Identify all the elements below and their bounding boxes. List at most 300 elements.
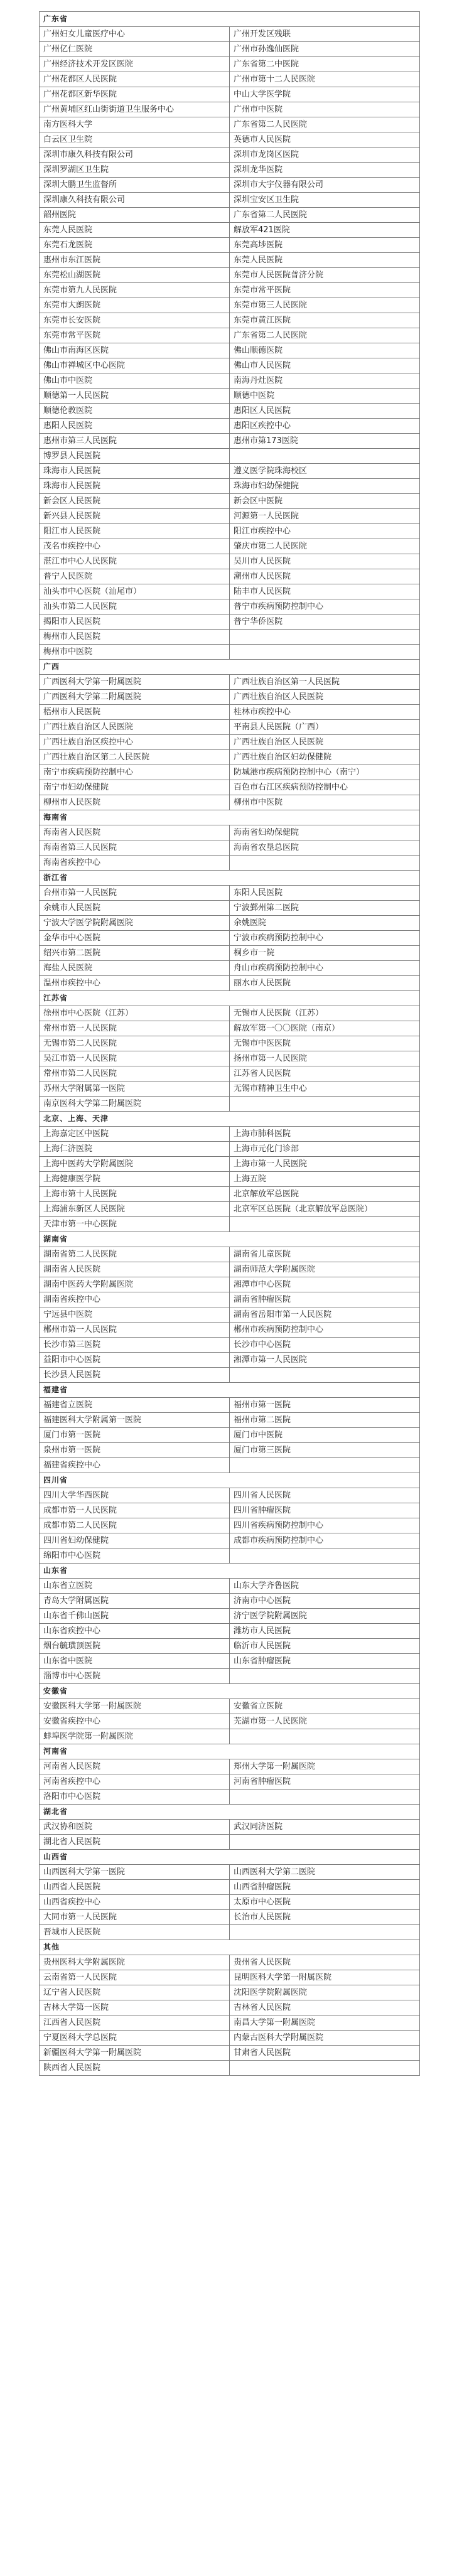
section-title: 北京、上海、天津: [40, 1112, 420, 1127]
institution-name-left: 益阳市中心医院: [40, 1353, 230, 1368]
section-title: 河南省: [40, 1744, 420, 1759]
institution-name-right: 上海市肺科医院: [230, 1127, 420, 1142]
institution-name-right: [230, 1217, 420, 1232]
institution-name-left: 海盐人民医院: [40, 961, 230, 976]
institution-name-left: 辽宁省人民医院: [40, 1985, 230, 2000]
institution-name-right: 解放军421医院: [230, 223, 420, 238]
institution-name-right: 惠州市第173医院: [230, 434, 420, 449]
institution-name-right: 山西医科大学第二医院: [230, 1865, 420, 1880]
institution-name-right: 东莞人民医院: [230, 253, 420, 268]
institution-name-right: 扬州市第一人民医院: [230, 1051, 420, 1066]
table-row: [40, 539, 420, 554]
institution-name-left: 珠海市人民医院: [40, 479, 230, 494]
table-row: [40, 1172, 420, 1187]
table-row: [40, 1699, 420, 1714]
table-row: [40, 735, 420, 750]
institution-table-body: [40, 12, 420, 2076]
table-row: [40, 1970, 420, 1985]
institution-name-left: 佛山市南海区医院: [40, 343, 230, 358]
table-row: [40, 825, 420, 840]
table-row: [40, 1729, 420, 1744]
institution-name-right: 福州市第一医院: [230, 1398, 420, 1413]
table-row: [40, 1759, 420, 1774]
section-header-row: [40, 991, 420, 1006]
table-row: [40, 494, 420, 509]
institution-name-right: 吴川市人民医院: [230, 554, 420, 569]
institution-name-left: 成都市第二人民医院: [40, 1518, 230, 1533]
table-row: [40, 72, 420, 87]
institution-name-left: 茂名市疾控中心: [40, 539, 230, 554]
institution-name-left: 广州亿仁医院: [40, 42, 230, 57]
institution-name-right: 潮州市人民医院: [230, 569, 420, 584]
institution-name-right: 上海市第一人民医院: [230, 1157, 420, 1172]
table-row: [40, 2046, 420, 2061]
section-title: 其他: [40, 1940, 420, 1955]
table-row: [40, 1006, 420, 1021]
section-header-row: [40, 1383, 420, 1398]
section-header-row: [40, 1940, 420, 1955]
institution-name-left: 洛阳市中心医院: [40, 1790, 230, 1805]
table-row: [40, 1533, 420, 1548]
table-row: [40, 1202, 420, 1217]
institution-name-right: 北京军区总医院（北京解放军总医院）: [230, 1202, 420, 1217]
institution-name-left: 珠海市人民医院: [40, 464, 230, 479]
section-header-row: [40, 660, 420, 675]
institution-name-right: 东莞市黄江医院: [230, 313, 420, 328]
section-header-row: [40, 1564, 420, 1579]
institution-name-right: 广州市中医院: [230, 102, 420, 117]
institution-name-left: 常州市第二人民医院: [40, 1066, 230, 1081]
table-row: [40, 1835, 420, 1850]
institution-name-right: 平南县人民医院（广西）: [230, 720, 420, 735]
institution-name-left: 广州花都区新华医院: [40, 87, 230, 102]
table-row: [40, 178, 420, 193]
section-header-row: [40, 1473, 420, 1488]
section-title: 浙江省: [40, 871, 420, 886]
institution-name-right: [230, 1729, 420, 1744]
institution-name-left: 上海市第十人民医院: [40, 1187, 230, 1202]
institution-name-right: 吉林省人民医院: [230, 2000, 420, 2015]
table-row: [40, 1307, 420, 1323]
institution-name-left: 安徽医科大学第一附属医院: [40, 1699, 230, 1714]
institution-name-left: 上海浦东新区人民医院: [40, 1202, 230, 1217]
institution-name-left: 东莞市长安医院: [40, 313, 230, 328]
institution-name-right: 厦门市第三医院: [230, 1443, 420, 1458]
table-row: [40, 268, 420, 283]
institution-name-right: 湖南省儿童医院: [230, 1247, 420, 1262]
institution-name-left: 佛山市中医院: [40, 373, 230, 389]
institution-name-right: 新会区中医院: [230, 494, 420, 509]
institution-name-right: 深圳宝安区卫生院: [230, 193, 420, 208]
institution-name-right: 珠海市妇幼保健院: [230, 479, 420, 494]
institution-name-right: 长治市人民医院: [230, 1910, 420, 1925]
institution-name-left: 揭阳市人民医院: [40, 614, 230, 630]
institution-name-right: 惠阳区疾控中心: [230, 419, 420, 434]
table-row: [40, 87, 420, 102]
institution-name-right: 湖南师范大学附属医院: [230, 1262, 420, 1277]
institution-name-right: 阳江市疾控中心: [230, 524, 420, 539]
institution-name-right: 陆丰市人民医院: [230, 584, 420, 599]
institution-name-right: 海南省农垦总医院: [230, 840, 420, 856]
table-row: [40, 1865, 420, 1880]
institution-name-left: 梅州市人民医院: [40, 630, 230, 645]
section-title: 安徽省: [40, 1684, 420, 1699]
institution-name-left: 新会区人民医院: [40, 494, 230, 509]
section-header-row: [40, 1684, 420, 1699]
institution-name-right: 东莞市常平医院: [230, 283, 420, 298]
table-row: [40, 1247, 420, 1262]
table-row: [40, 750, 420, 765]
table-row: [40, 1503, 420, 1518]
institution-name-left: 晋城市人民医院: [40, 1925, 230, 1940]
table-row: [40, 795, 420, 810]
institution-name-right: 芜湖市第一人民医院: [230, 1714, 420, 1729]
table-row: [40, 509, 420, 524]
institution-name-right: 普宁市疾病预防控制中心: [230, 599, 420, 614]
table-row: [40, 343, 420, 358]
institution-name-right: 甘肃省人民医院: [230, 2046, 420, 2061]
section-title: 四川省: [40, 1473, 420, 1488]
table-row: [40, 1925, 420, 1940]
institution-name-left: 四川大学华西医院: [40, 1488, 230, 1503]
institution-name-right: 安徽省立医院: [230, 1699, 420, 1714]
institution-name-left: 梧州市人民医院: [40, 705, 230, 720]
table-row: [40, 1714, 420, 1729]
institution-name-left: 泉州市第一医院: [40, 1443, 230, 1458]
institution-name-right: 解放军第一〇〇医院（南京）: [230, 1021, 420, 1036]
table-row: [40, 840, 420, 856]
table-row: [40, 223, 420, 238]
institution-name-right: [230, 449, 420, 464]
institution-name-left: 山东省立医院: [40, 1579, 230, 1594]
institution-name-right: 上海市元化门诊部: [230, 1142, 420, 1157]
institution-name-left: 余姚市人民医院: [40, 901, 230, 916]
institution-name-left: 广州黄埔区红山街街道卫生服务中心: [40, 102, 230, 117]
institution-name-right: 郴州市疾病预防控制中心: [230, 1323, 420, 1338]
institution-name-right: [230, 1925, 420, 1940]
table-row: [40, 720, 420, 735]
institution-name-right: 长沙市中心医院: [230, 1338, 420, 1353]
table-row: [40, 1669, 420, 1684]
institution-name-left: 博罗县人民医院: [40, 449, 230, 464]
table-row: [40, 1051, 420, 1066]
table-row: [40, 404, 420, 419]
institution-name-right: 广东省第二人民医院: [230, 117, 420, 132]
institution-name-left: 宁波大学医学院附属医院: [40, 916, 230, 931]
table-row: [40, 780, 420, 795]
table-row: [40, 163, 420, 178]
institution-name-left: 安徽省疾控中心: [40, 1714, 230, 1729]
section-title: 山东省: [40, 1564, 420, 1579]
institution-name-right: 普宁华侨医院: [230, 614, 420, 630]
table-row: [40, 1338, 420, 1353]
table-row: [40, 961, 420, 976]
section-header-row: [40, 1112, 420, 1127]
institution-name-left: 贵州医科大学附属医院: [40, 1955, 230, 1970]
table-row: [40, 599, 420, 614]
institution-name-left: 白云区卫生院: [40, 132, 230, 148]
institution-name-right: 英德市人民医院: [230, 132, 420, 148]
institution-name-left: 厦门市第一医院: [40, 1428, 230, 1443]
institution-name-left: 绍兴市第二医院: [40, 946, 230, 961]
table-row: [40, 856, 420, 871]
institution-name-left: 武汉协和医院: [40, 1820, 230, 1835]
institution-table: [39, 11, 420, 2076]
institution-name-left: 长沙县人民医院: [40, 1368, 230, 1383]
institution-name-right: [230, 1548, 420, 1564]
institution-name-right: 山西省肿瘤医院: [230, 1880, 420, 1895]
table-row: [40, 1262, 420, 1277]
institution-name-left: 广西壮族自治区人民医院: [40, 720, 230, 735]
institution-name-right: 潍坊市人民医院: [230, 1624, 420, 1639]
institution-name-right: 广西壮族自治区妇幼保健院: [230, 750, 420, 765]
institution-name-left: 福建省疾控中心: [40, 1458, 230, 1473]
institution-name-left: 四川省妇幼保健院: [40, 1533, 230, 1548]
institution-name-left: 东莞石龙医院: [40, 238, 230, 253]
institution-name-left: 上海仁济医院: [40, 1142, 230, 1157]
table-row: [40, 449, 420, 464]
institution-name-left: 惠州市东江医院: [40, 253, 230, 268]
table-row: [40, 1292, 420, 1307]
institution-name-left: 山西医科大学第一医院: [40, 1865, 230, 1880]
institution-name-left: 山东省中医院: [40, 1654, 230, 1669]
institution-name-left: 上海中医药大学附属医院: [40, 1157, 230, 1172]
institution-name-right: 桂林市疾控中心: [230, 705, 420, 720]
table-row: [40, 102, 420, 117]
institution-name-left: 湖南省人民医院: [40, 1262, 230, 1277]
section-header-row: [40, 12, 420, 27]
table-row: [40, 389, 420, 404]
table-row: [40, 614, 420, 630]
institution-name-left: 吉林大学第一医院: [40, 2000, 230, 2015]
table-row: [40, 358, 420, 373]
table-row: [40, 419, 420, 434]
table-row: [40, 2015, 420, 2031]
institution-name-left: 南方医科大学: [40, 117, 230, 132]
institution-name-left: 广西医科大学第二附属医院: [40, 690, 230, 705]
table-row: [40, 434, 420, 449]
institution-name-right: [230, 1368, 420, 1383]
institution-name-right: 湖南省肿瘤医院: [230, 1292, 420, 1307]
institution-name-right: [230, 1790, 420, 1805]
table-row: [40, 1097, 420, 1112]
institution-name-right: 肇庆市第二人民医院: [230, 539, 420, 554]
table-row: [40, 1955, 420, 1970]
institution-name-right: [230, 856, 420, 871]
table-row: [40, 1277, 420, 1292]
institution-name-right: 厦门市中医院: [230, 1428, 420, 1443]
table-row: [40, 283, 420, 298]
institution-name-left: 东莞市常平医院: [40, 328, 230, 343]
institution-name-right: 惠阳区人民医院: [230, 404, 420, 419]
institution-name-left: 湖南省疾控中心: [40, 1292, 230, 1307]
institution-name-right: [230, 645, 420, 660]
institution-name-left: 湛江市中心人民医院: [40, 554, 230, 569]
table-row: [40, 1413, 420, 1428]
section-header-row: [40, 1850, 420, 1865]
institution-name-right: 中山大学医学院: [230, 87, 420, 102]
table-row: [40, 1518, 420, 1533]
institution-name-right: 湖南省岳阳市第一人民医院: [230, 1307, 420, 1323]
table-row: [40, 1790, 420, 1805]
institution-name-right: 佛山市人民医院: [230, 358, 420, 373]
table-row: [40, 1548, 420, 1564]
institution-name-right: 山东省肿瘤医院: [230, 1654, 420, 1669]
institution-name-right: 防城港市疾病预防控制中心（南宁）: [230, 765, 420, 780]
table-row: [40, 1127, 420, 1142]
institution-name-right: 广西壮族自治区人民医院: [230, 690, 420, 705]
institution-name-right: 无锡市精神卫生中心: [230, 1081, 420, 1097]
table-row: [40, 117, 420, 132]
table-row: [40, 1985, 420, 2000]
section-title: 山西省: [40, 1850, 420, 1865]
table-row: [40, 1157, 420, 1172]
table-row: [40, 630, 420, 645]
institution-name-right: 丽水市人民医院: [230, 976, 420, 991]
section-title: 湖北省: [40, 1805, 420, 1820]
institution-name-right: 深圳龙华医院: [230, 163, 420, 178]
institution-name-right: 四川省人民医院: [230, 1488, 420, 1503]
table-row: [40, 1398, 420, 1413]
institution-name-right: 佛山顺德医院: [230, 343, 420, 358]
institution-name-left: 河南省人民医院: [40, 1759, 230, 1774]
table-row: [40, 1820, 420, 1835]
institution-name-left: 梅州市中医院: [40, 645, 230, 660]
table-row: [40, 148, 420, 163]
institution-name-left: 深圳市康久科技有限公司: [40, 148, 230, 163]
table-row: [40, 132, 420, 148]
institution-name-left: 广州妇女儿童医疗中心: [40, 27, 230, 42]
institution-name-right: 东莞高埗医院: [230, 238, 420, 253]
institution-name-right: 宁波市疾病预防控制中心: [230, 931, 420, 946]
institution-name-right: 广东省第二中医院: [230, 57, 420, 72]
institution-name-right: 贵州省人民医院: [230, 1955, 420, 1970]
institution-name-left: 汕头市中心医院（汕尾市）: [40, 584, 230, 599]
table-row: [40, 1021, 420, 1036]
institution-name-left: 东莞市第九人民医院: [40, 283, 230, 298]
table-row: [40, 42, 420, 57]
institution-name-right: 顺德中医院: [230, 389, 420, 404]
institution-name-left: 南京医科大学第二附属医院: [40, 1097, 230, 1112]
institution-name-right: 广州市孙逸仙医院: [230, 42, 420, 57]
table-row: [40, 916, 420, 931]
section-header-row: [40, 810, 420, 825]
table-row: [40, 554, 420, 569]
institution-name-right: 临沂市人民医院: [230, 1639, 420, 1654]
institution-name-left: 徐州市中心医院（江苏）: [40, 1006, 230, 1021]
institution-name-left: 淄博市中心医院: [40, 1669, 230, 1684]
institution-name-right: 余姚医院: [230, 916, 420, 931]
institution-name-right: 四川省肿瘤医院: [230, 1503, 420, 1518]
institution-name-right: 深圳市龙岗区医院: [230, 148, 420, 163]
institution-name-left: 烟台毓璜顶医院: [40, 1639, 230, 1654]
table-row: [40, 298, 420, 313]
institution-name-right: 武汉同济医院: [230, 1820, 420, 1835]
institution-name-right: 北京解放军总医院: [230, 1187, 420, 1202]
institution-name-right: 宁波鄞州第二医院: [230, 901, 420, 916]
institution-name-left: 海南省第三人民医院: [40, 840, 230, 856]
institution-name-right: [230, 2061, 420, 2076]
table-row: [40, 313, 420, 328]
institution-name-right: 河源第一人民医院: [230, 509, 420, 524]
table-row: [40, 1639, 420, 1654]
institution-name-left: 湖南中医药大学附属医院: [40, 1277, 230, 1292]
section-header-row: [40, 1805, 420, 1820]
institution-name-left: 成都市第一人民医院: [40, 1503, 230, 1518]
institution-name-left: 佛山市禅城区中心医院: [40, 358, 230, 373]
institution-name-left: 惠阳人民医院: [40, 419, 230, 434]
institution-name-right: 上海五院: [230, 1172, 420, 1187]
institution-name-left: 南宁市妇幼保健院: [40, 780, 230, 795]
institution-name-right: 东阳人民医院: [230, 886, 420, 901]
institution-name-left: 新兴县人民医院: [40, 509, 230, 524]
institution-name-right: 深圳市大宇仪器有限公司: [230, 178, 420, 193]
institution-name-right: 成都市疾病预防控制中心: [230, 1533, 420, 1548]
institution-name-left: 广西医科大学第一附属医院: [40, 675, 230, 690]
institution-name-left: 长沙市第三医院: [40, 1338, 230, 1353]
table-row: [40, 1066, 420, 1081]
table-row: [40, 705, 420, 720]
table-row: [40, 1609, 420, 1624]
institution-name-right: 河南省肿瘤医院: [230, 1774, 420, 1790]
table-row: [40, 328, 420, 343]
institution-name-left: 湖北省人民医院: [40, 1835, 230, 1850]
institution-name-right: 湘潭市第一人民医院: [230, 1353, 420, 1368]
table-row: [40, 690, 420, 705]
table-row: [40, 569, 420, 584]
institution-name-left: 青岛大学附属医院: [40, 1594, 230, 1609]
institution-name-right: 柳州市中医院: [230, 795, 420, 810]
table-row: [40, 1217, 420, 1232]
institution-name-right: [230, 630, 420, 645]
institution-name-right: 湘潭市中心医院: [230, 1277, 420, 1292]
table-row: [40, 1910, 420, 1925]
institution-name-left: 天津市第一中心医院: [40, 1217, 230, 1232]
institution-name-left: 绵阳市中心医院: [40, 1548, 230, 1564]
table-row: [40, 1579, 420, 1594]
section-header-row: [40, 1744, 420, 1759]
institution-name-right: 广东省第二人民医院: [230, 328, 420, 343]
institution-name-left: 河南省疾控中心: [40, 1774, 230, 1790]
institution-name-left: 无锡市第二人民医院: [40, 1036, 230, 1051]
institution-name-left: 宁夏医科大学总医院: [40, 2031, 230, 2046]
table-row: [40, 193, 420, 208]
table-row: [40, 1187, 420, 1202]
institution-name-left: 云南省第一人民医院: [40, 1970, 230, 1985]
table-row: [40, 931, 420, 946]
institution-name-right: 广西壮族自治区第一人民医院: [230, 675, 420, 690]
table-row: [40, 524, 420, 539]
institution-name-left: 常州市第一人民医院: [40, 1021, 230, 1036]
institution-name-left: 广西壮族自治区疾控中心: [40, 735, 230, 750]
table-row: [40, 1624, 420, 1639]
institution-name-right: 广州开发区残联: [230, 27, 420, 42]
table-row: [40, 946, 420, 961]
section-title: 江苏省: [40, 991, 420, 1006]
institution-name-right: [230, 1835, 420, 1850]
table-row: [40, 57, 420, 72]
institution-name-right: 百色市右江区疾病预防控制中心: [230, 780, 420, 795]
table-row: [40, 1458, 420, 1473]
table-row: [40, 1081, 420, 1097]
institution-name-left: 柳州市人民医院: [40, 795, 230, 810]
table-row: [40, 253, 420, 268]
table-row: [40, 27, 420, 42]
institution-name-left: 山东省千佛山医院: [40, 1609, 230, 1624]
table-row: [40, 208, 420, 223]
institution-name-right: 郑州大学第一附属医院: [230, 1759, 420, 1774]
institution-name-left: 阳江市人民医院: [40, 524, 230, 539]
